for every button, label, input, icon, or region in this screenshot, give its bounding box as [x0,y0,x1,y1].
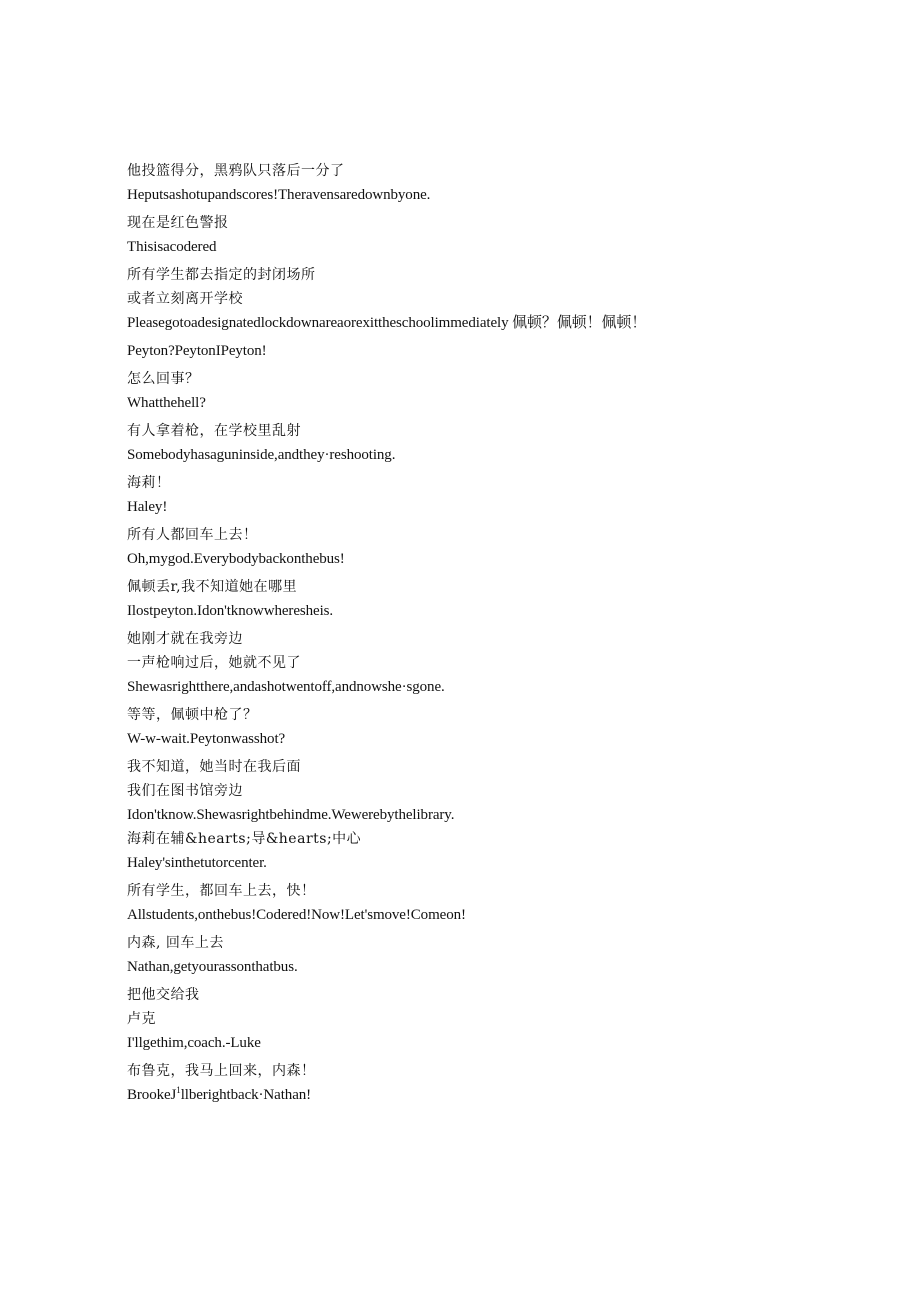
text-line: Whatthehell? [127,395,206,411]
text-line: 内森, 回车上去 [127,935,224,951]
text-line: 所有人都回车上去！ [127,527,258,543]
text-line: 我不知道，她当时在我后面 [127,759,301,775]
text-line: 把他交给我 [127,987,200,1003]
text-line: 或者立刻离开学校 [127,291,243,307]
text-line: 等等，佩顿中枪了？ [127,707,258,723]
text-line: Haley! [127,499,168,515]
text-line: 布鲁克，我马上回来，内森！ [127,1063,316,1079]
text-line: 我们在图书馆旁边 [127,783,243,799]
superscript-mark: 1 [176,1085,181,1095]
text-line: Ilostpeyton.Idon'tknowwheresheis. [127,603,334,619]
text-line: Heputsashotupandscores!Theravensaredownbyone. [127,187,431,203]
text-line: Allstudents,onthebus!Codered!Now!Let'smove!Comeon! [127,907,466,923]
text-line: 他投篮得分，黑鸦队只落后一分了 [127,163,345,179]
text-line: I'llgethim,coach.-Luke [127,1035,261,1051]
text-line: 海莉在辅&hearts;导&hearts;中心 [127,831,362,847]
text-line: Idon'tknow.Shewasrightbehindme.Wewerebythelibrary. [127,807,455,823]
text-line: Oh,mygod.Everybodybackonthebus! [127,551,345,567]
text-line: Pleasegotoadesignatedlockdownareaorexittheschoolimmediately 佩顿？佩顿！佩顿！ [127,315,647,331]
text-line: 她刚才就在我旁边 [127,631,243,647]
text-line: 一声枪响过后，她就不见了 [127,655,301,671]
text-segment: llberightback·Nathan! [180,1087,312,1103]
text-line: Peyton?PeytonIPeyton! [127,343,267,359]
text-line: 所有学生都去指定的封闭场所 [127,267,316,283]
text-line: 海莉！ [127,475,171,491]
text-segment: BrookeJ [127,1087,177,1103]
text-line: 卢克 [127,1011,156,1027]
text-line-last [127,1083,687,1107]
subtitle-text-column [127,159,687,1107]
text-line: 佩顿丢r,我不知道她在哪里 [127,579,298,595]
text-line: 所有学生，都回车上去，快！ [127,883,316,899]
text-line: Haley'sinthetutorcenter. [127,855,267,871]
text-line: Nathan,getyourassonthatbus. [127,959,298,975]
text-line: W-w-wait.Peytonwasshot? [127,731,286,747]
text-line: 有人拿着枪，在学校里乱射 [127,423,301,439]
text-line: Thisisacodered [127,239,217,255]
text-line: 现在是红色警报 [127,215,229,231]
text-line: Shewasrightthere,andashotwentoff,andnowshe·sgone. [127,679,445,695]
text-line: Somebodyhasaguninside,andthey·reshooting. [127,447,396,463]
text-line: 怎么回事？ [127,371,200,387]
